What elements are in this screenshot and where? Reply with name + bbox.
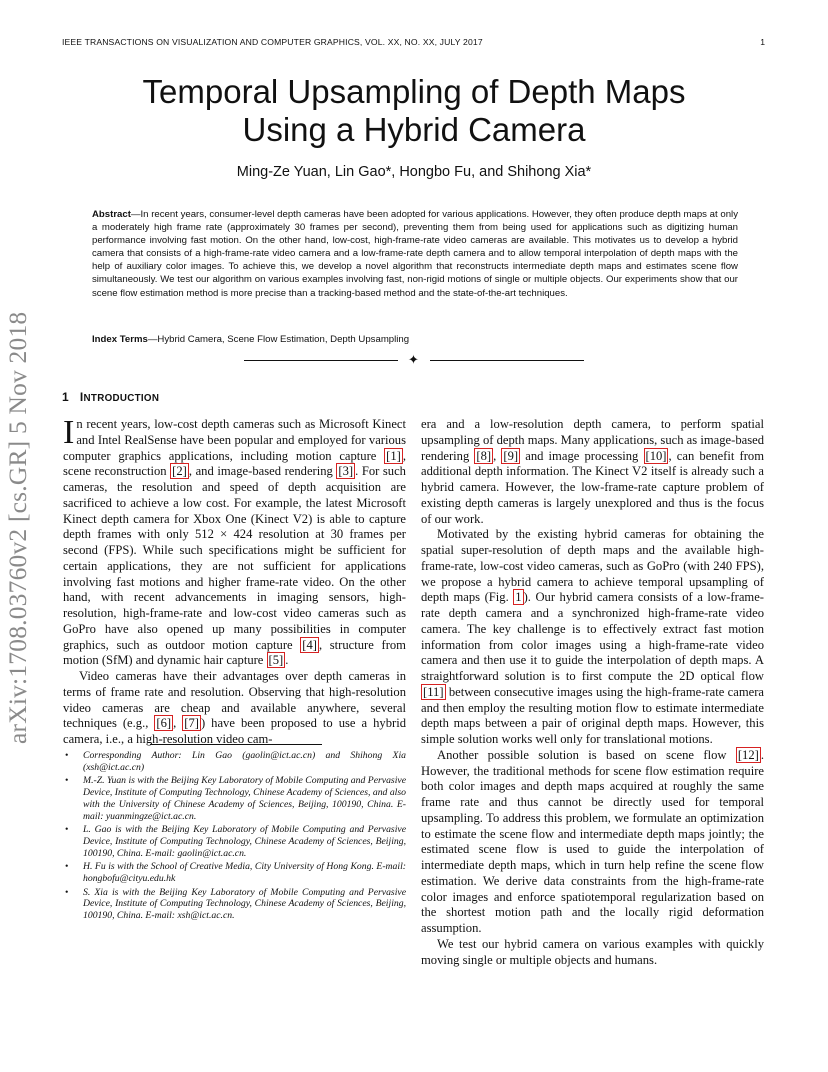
- text-run: .: [285, 653, 289, 668]
- footnote-item: • H. Fu is with the School of Creative Media, City University of Hong Kong. E-mail: hongbofu@cityu.edu.hk: [63, 861, 406, 885]
- section-number: 1: [62, 390, 69, 404]
- footnote-rule: [150, 744, 322, 745]
- divider-rule-right: [430, 360, 584, 361]
- text-run: ,: [173, 716, 183, 731]
- section-title-initial: I: [79, 390, 84, 404]
- index-terms-text: —Hybrid Camera, Scene Flow Estimation, Depth Upsampling: [147, 334, 410, 345]
- footnotes: [63, 750, 406, 924]
- index-terms-label: Index Terms: [92, 334, 148, 345]
- text-run: Motivated by the existing hybrid cameras for obtaining the spatial super-resolution of depth maps and the available high-frame-rate, low-cost video cameras, such as GoPro (with 240 FPS), we propose a hybrid camera to achieve temporal upsampling of depth maps (Fig.: [421, 527, 764, 605]
- divider-rule-left: [244, 360, 398, 361]
- footnote-item: • S. Xia is with the Beijing Key Laboratory of Mobile Computing and Pervasive Device, Institute of Computing Technology, Chinese Academy of Sciences, Beijing, 100190, China. E-mail: xsh@ict.ac.cn.: [63, 887, 406, 922]
- abstract-text: —In recent years, consumer-level depth cameras have been adopted for various applications. However, they often produce depth maps at only a moderately high frame rate (approximately 30 frames per second), preventing them from being used for applications such as digitizing human performance involving fast motion. On the other hand, low-cost, high-frame-rate video cameras are available. This motivates us to develop a hybrid camera that consists of a high-frame-rate video camera and a low-frame-rate depth camera and to allow temporal interpolation of depth maps with the help of auxiliary color images. To achieve this, we develop a novel algorithm that reconstructs intermediate depth maps and estimates scene flow simultaneously. We test our algorithm on various examples involving fast, non-rigid motions of single or multiple objects. Our experiments show that our scene flow estimation method is more precise than a tracking-based method and the state-of-the-art techniques.: [92, 209, 738, 299]
- abstract-label: Abstract: [92, 209, 131, 220]
- footnote-item: • L. Gao is with the Beijing Key Laboratory of Mobile Computing and Pervasive Device, Institute of Computing Technology, Chinese Academy of Sciences, Beijing, 100190, China. E-mail: gaolin@ict.ac.cn.: [63, 824, 406, 859]
- text-run: era and a low-resolution depth camera, to perform spatial upsampling of depth maps. Many applications, such as image-based rendering: [421, 417, 764, 463]
- footnote-item: • M.-Z. Yuan is with the Beijing Key Laboratory of Mobile Computing and Pervasive Device, Institute of Computing Technology, Chinese Academy of Sciences, and also with the University of Chinese Academy of Sciences, Beijing, 100190, China. E-mail: yuanmingze@ict.ac.cn.: [63, 775, 406, 822]
- text-run: and image processing: [520, 448, 644, 463]
- text-run: ,: [493, 448, 502, 463]
- footnote-item: • Corresponding Author: Lin Gao (gaolin@ict.ac.cn) and Shihong Xia (xsh@ict.ac.cn): [63, 750, 406, 774]
- citation-link[interactable]: [10]: [645, 448, 667, 463]
- running-header: IEEE TRANSACTIONS ON VISUALIZATION AND COMPUTER GRAPHICS, VOL. XX, NO. XX, JULY 2017: [62, 37, 483, 47]
- paragraph: [63, 669, 406, 748]
- paragraph: [421, 527, 764, 748]
- text-run: between consecutive images using the high-frame-rate camera and then employ the resulting motion flow to estimate intermediate depth maps between a pair of original depth maps. However, this simple solution works well only for translational motions.: [421, 684, 764, 746]
- arxiv-stamp: arXiv:1708.03760v2 [cs.GR] 5 Nov 2018: [3, 311, 32, 744]
- paragraph: [63, 414, 406, 669]
- page-number: 1: [760, 37, 765, 47]
- title-line-1: Temporal Upsampling of Depth Maps: [142, 73, 686, 110]
- text-run: ) have been proposed to use a hybrid camera, i.e., a high-resolution video cam-: [63, 716, 406, 746]
- citation-link[interactable]: [11]: [423, 684, 444, 699]
- citation-link[interactable]: [4]: [302, 637, 317, 652]
- text-run: . However, the traditional methods for scene flow estimation require both color images and depth maps acquired at roughly the same frame rate and thus cannot be directly used for temporal upsampling. To address this problem, we formulate an optimization to estimate the scene flow and intermediate depth maps jointly; the estimated scene flow is used to guide the interpolation of intermediate depth maps, which in turn help refine the scene flow estimation. We derive data constraints from the high-frame-rate color images and enforce spatiotemporal regularization based on the shortest motion path and the locally rigid deformation assumption.: [421, 747, 764, 935]
- paragraph: [421, 417, 764, 527]
- citation-link[interactable]: [7]: [184, 716, 199, 731]
- text-run: , scene reconstruction: [63, 448, 406, 479]
- paper-title: [0, 73, 828, 149]
- paragraph: [421, 748, 764, 937]
- text-run: Another possible solution is based on scene flow: [437, 747, 736, 762]
- paragraph: We test our hybrid camera on various examples with quickly moving single or multiple objects and humans.: [421, 936, 764, 967]
- text-run: n recent years, low-cost depth cameras such as Microsoft Kinect and Intel RealSense have been popular and employed for various computer graphics applications, including motion capture: [63, 417, 406, 463]
- citation-link[interactable]: [6]: [156, 716, 172, 731]
- citation-link[interactable]: [12]: [737, 747, 759, 762]
- section-heading: [62, 390, 159, 404]
- text-run: , can benefit from additional depth information. The Kinect V2 itself is already such a hybrid camera. However, the low-frame-rate capture problem of existing depth cameras is largely unexplored and thus is the focus of our work.: [421, 448, 764, 526]
- section-title-rest: NTRODUCTION: [83, 393, 160, 404]
- citation-link[interactable]: [8]: [476, 448, 492, 463]
- text-run: , structure from motion (SfM) and dynamic hair capture: [63, 637, 406, 668]
- author-list: Ming-Ze Yuan, Lin Gao*, Hongbo Fu, and Shihong Xia*: [236, 164, 592, 180]
- citation-link[interactable]: [9]: [503, 448, 519, 463]
- text-run: . For such cameras, the resolution and speed of depth acquisition are sacrificed to achieve a low cost. For example, the latest Microsoft Kinect depth camera for Xbox One (Kinect V2) is able to capture depth frames with only 512 × 424 resolution at 30 frames per second (FPS). While such specifications might be sufficient for certain applications, they are not sufficient for applications involving fast motions and higher frame-rate video. On the other hand, with recent advancements in imaging sensors, high-resolution, high-frame-rate and low-cost video cameras such as GoPro have also opened up many possibilities in computer graphics, such as outdoor motion capture: [63, 464, 406, 652]
- divider-diamond-icon: ✦: [408, 352, 419, 367]
- citation-link[interactable]: [1]: [386, 448, 401, 463]
- text-run: , and image-based rendering: [188, 464, 337, 479]
- drop-cap: I: [63, 414, 75, 451]
- section-divider: [244, 353, 584, 367]
- index-terms: [92, 334, 738, 345]
- text-run: ). Our hybrid camera consists of a low-frame-rate depth camera and a synchronized high-frame-rate video camera. The key challenge is to effectively extract fast motion information from color images using a high-frame-rate video camera and then use it to guide the interpolation of depth maps. A straightforward solution is to first compute the 2D optical flow: [421, 590, 764, 683]
- left-column: [63, 414, 406, 748]
- citation-link[interactable]: [5]: [268, 653, 284, 668]
- figure-link[interactable]: 1: [515, 590, 522, 605]
- citation-link[interactable]: [2]: [172, 464, 187, 479]
- abstract: [92, 208, 738, 300]
- right-column: [421, 417, 764, 968]
- text-run: Video cameras have their advantages over depth cameras in terms of frame rate and resolution. Observing that high-resolution video cameras are cheap and available anywhere, several techniques (e.g.,: [63, 669, 406, 731]
- citation-link[interactable]: [3]: [338, 464, 354, 479]
- title-line-2: Using a Hybrid Camera: [242, 111, 586, 148]
